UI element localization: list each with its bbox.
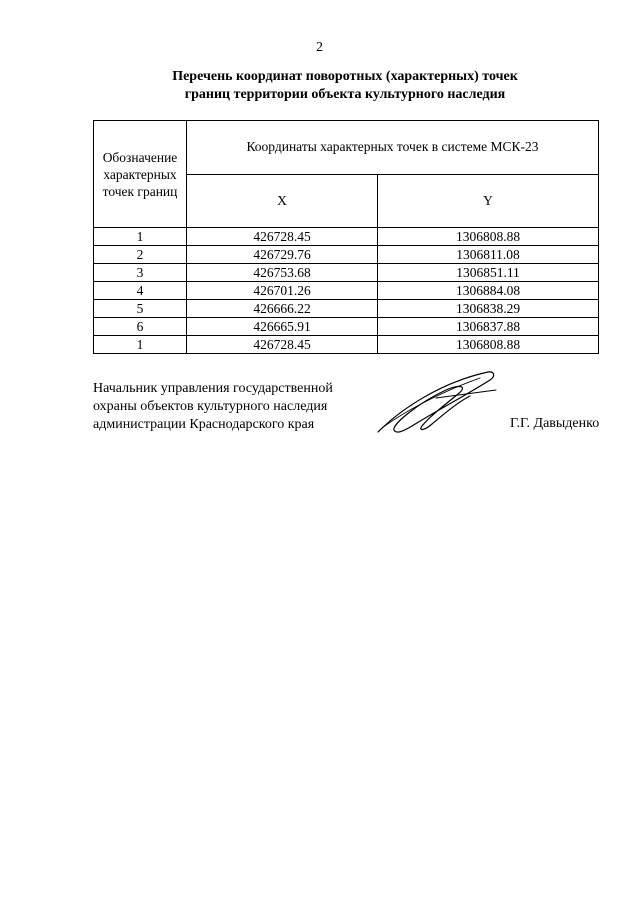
y-cell: 1306838.29 xyxy=(378,300,599,318)
header-point-label-line-2: характерных xyxy=(103,166,177,182)
y-cell: 1306851.11 xyxy=(378,264,599,282)
header-coordinate-system: Координаты характерных точек в системе МСК-23 xyxy=(187,121,599,175)
x-cell: 426753.68 xyxy=(187,264,378,282)
y-cell: 1306884.08 xyxy=(378,282,599,300)
point-cell: 3 xyxy=(94,264,187,282)
point-cell: 5 xyxy=(94,300,187,318)
x-cell: 426701.26 xyxy=(187,282,378,300)
table-row xyxy=(94,228,599,246)
table-row xyxy=(94,264,599,282)
table-row xyxy=(94,336,599,354)
y-cell: 1306837.88 xyxy=(378,318,599,336)
coordinates-table xyxy=(93,120,599,354)
point-cell: 4 xyxy=(94,282,187,300)
x-cell: 426666.22 xyxy=(187,300,378,318)
x-cell: 426728.45 xyxy=(187,228,378,246)
x-cell: 426729.76 xyxy=(187,246,378,264)
y-cell: 1306811.08 xyxy=(378,246,599,264)
signer-position-line-3: администрации Краснодарского края xyxy=(93,417,315,432)
header-point-label xyxy=(94,121,187,228)
signer-position-line-1: Начальник управления государственной xyxy=(93,381,333,396)
table-row xyxy=(94,246,599,264)
title-line-1: Перечень координат поворотных (характерных) точек xyxy=(172,69,518,84)
table-row xyxy=(94,300,599,318)
point-cell: 6 xyxy=(94,318,187,336)
header-point-label-line-1: Обозначение xyxy=(102,149,178,165)
y-cell: 1306808.88 xyxy=(378,228,599,246)
x-cell: 426728.45 xyxy=(187,336,378,354)
signer-position xyxy=(93,380,333,434)
point-cell: 2 xyxy=(94,246,187,264)
header-y: Y xyxy=(378,174,599,228)
point-cell: 1 xyxy=(94,336,187,354)
point-cell: 1 xyxy=(94,228,187,246)
table-row xyxy=(94,282,599,300)
document-title xyxy=(90,68,600,104)
y-cell: 1306808.88 xyxy=(378,336,599,354)
page-number: 2 xyxy=(316,40,323,55)
signer-position-line-2: охраны объектов культурного наследия xyxy=(93,399,328,414)
header-x: X xyxy=(187,174,378,228)
table-row xyxy=(94,318,599,336)
signer-name: Г.Г. Давыденко xyxy=(510,416,600,431)
handwritten-signature xyxy=(372,368,502,440)
title-line-2: границ территории объекта культурного наследия xyxy=(184,87,506,102)
x-cell: 426665.91 xyxy=(187,318,378,336)
header-point-label-line-3: точек границ xyxy=(102,183,178,199)
